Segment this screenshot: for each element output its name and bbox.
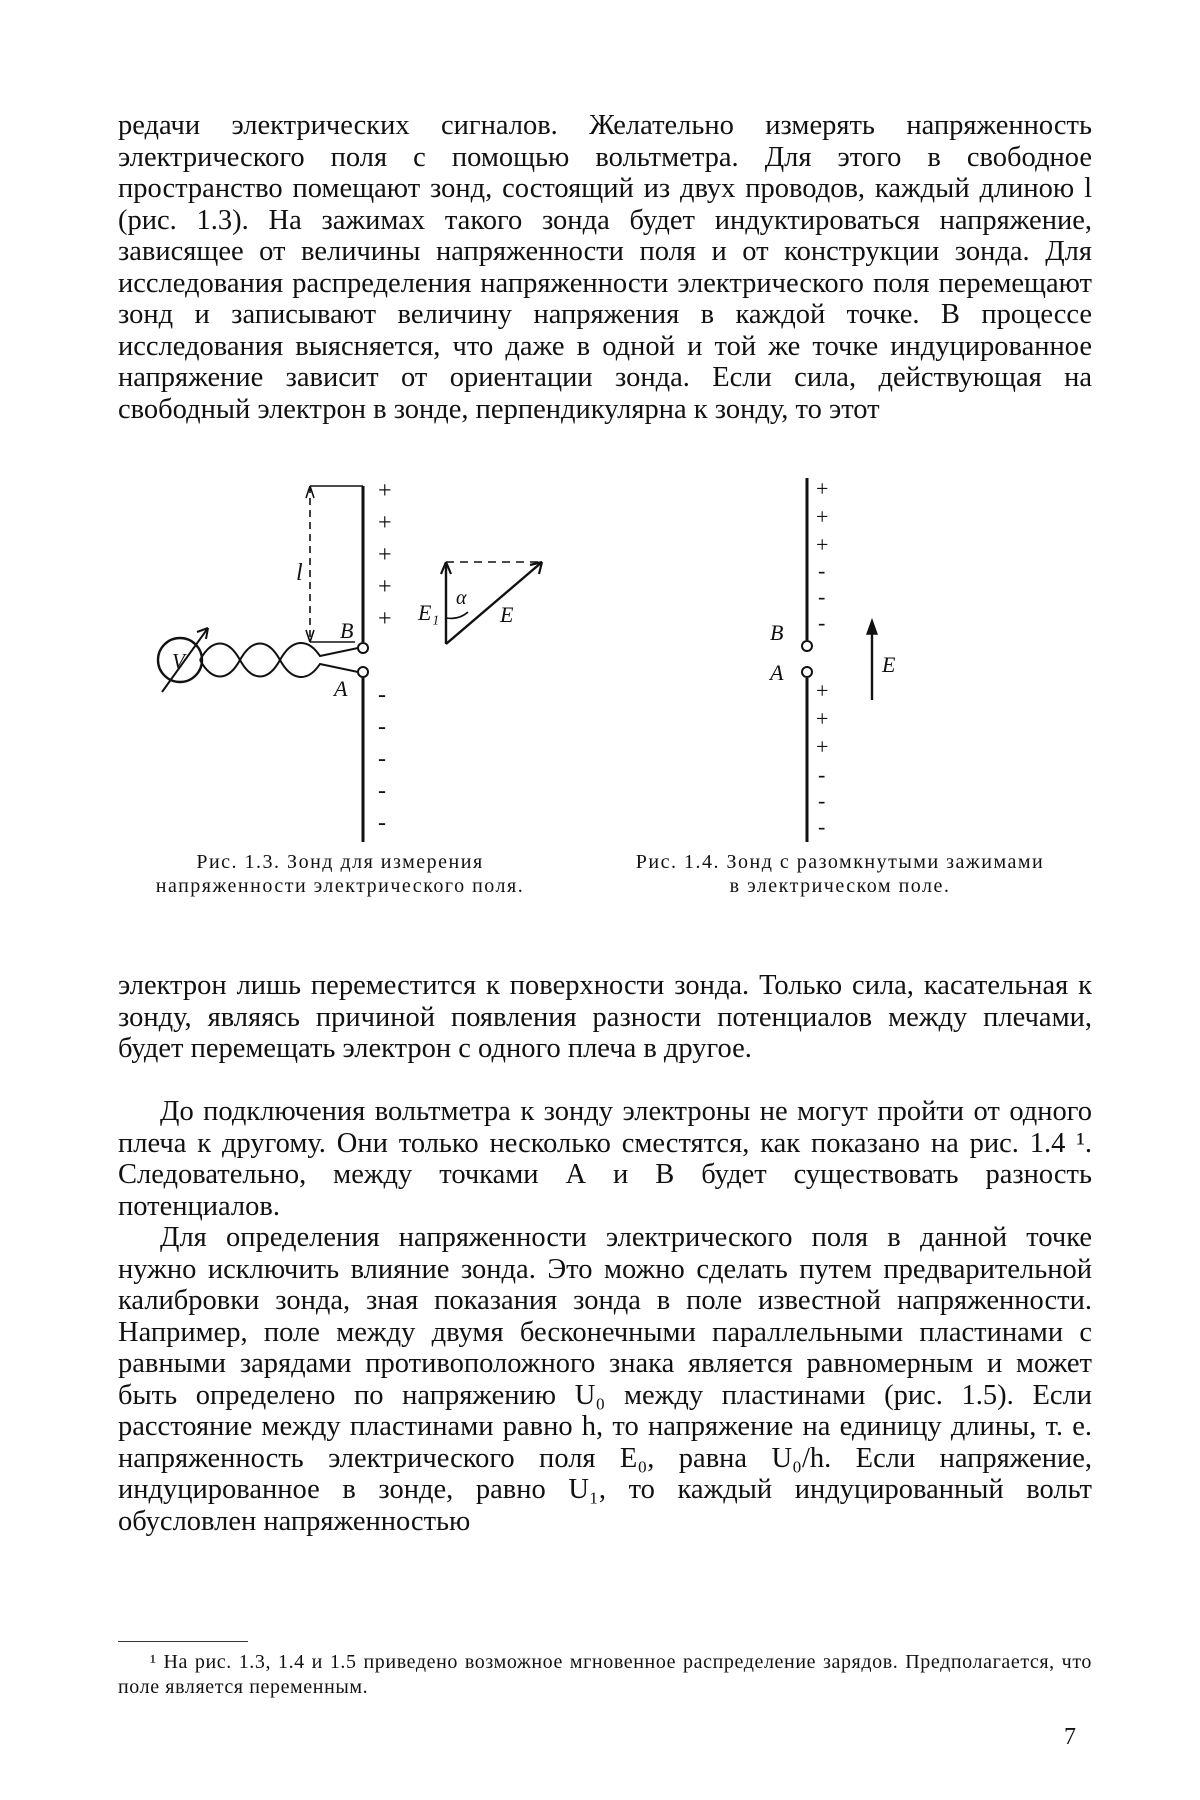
field-label: E [500,602,514,627]
charge-plus: + [816,532,829,557]
charge-minus: - [378,746,386,772]
paragraph-1: редачи электрических сигналов. Желательно измерять напряженность электрического поля с помощью вольтметра. Для этого в свободное пространство помещают зонд, состоящий из двух проводов, каждый длиною l (рис. 1.3). На зажимах такого зонда будет индуктироваться напряжение, зависящее от величины напряженности поля и от конструкции зонда. Для исследования распределения напряженности электрического поля перемещают зонд и записывают величину напряжения в каждой точке. В процессе исследования выясняется, что даже в одной и той же точке индуцированное напряжение зависит от ориентации зонда. Если сила, действующая на свободный электрон в зонде, перпендикулярна к зонду, то этот [118,110,1092,425]
footnote-divider [118,1641,248,1642]
charge-plus: + [378,606,392,632]
figure-1-3 [150,470,590,842]
charge-plus: + [378,510,392,536]
charge-plus: + [378,478,392,504]
length-label: l [296,560,303,586]
terminal-b [802,641,812,651]
charge-minus: - [818,762,826,787]
figure-1-4 [740,470,920,842]
point-b-label: B [770,620,784,645]
terminal-a [802,667,812,677]
charge-plus: + [816,734,829,759]
charge-plus: + [378,542,392,568]
footnote: ¹ На рис. 1.3, 1.4 и 1.5 приведено возможное мгновенное распределение зарядов. Предполагается, что поле является переменным. [118,1651,1092,1698]
terminal-b [358,643,368,653]
charge-minus: - [378,714,386,740]
page-number: 7 [1064,1724,1076,1750]
charge-plus: + [378,574,392,600]
charge-minus: - [818,558,826,583]
paragraph-3: До подключения вольтметра к зонду электроны не могут пройти от одного плеча к другому. Они только несколько сместятся, как показано на рис. 1.4 ¹. Следовательно, между точками А и В будет существовать разность потенциалов. [118,1096,1092,1222]
charge-minus: - [818,788,826,813]
charge-plus: + [816,476,829,501]
field-label: E [882,652,896,677]
terminal-a [358,667,368,677]
point-b-label: B [340,618,354,643]
paragraph-2: электрон лишь переместится к поверхности зонда. Только сила, касательная к зонду, являясь причиной появления разности потенциалов между плечами, будет перемещать электрон с одного плеча в другое. [118,970,1092,1064]
charge-minus: - [378,682,386,708]
paragraph-4: Для определения напряженности электрического поля в данной точке нужно исключить влияние зонда. Это можно сделать путем предварительной калибровки зонда, зная показания зонда в поле известной напряженности. Например, поле между двумя бесконечными параллельными пластинами с равными зарядами противоположного знака является равномерным и может быть определено по напряжению U₀ между пластинами (рис. 1.5). Если расстояние между пластинами равно h, то напряжение на единицу длины, т. е. напряженность электрического поля E₀, равна U₀/h. Если напряжение, индуцированное в зонде, равно U₁, то каждый индуцированный вольт обусловлен напряженностью [118,1222,1092,1537]
figure-1-4-caption: Рис. 1.4. Зонд с разомкнутыми зажимами в электрическом поле. [635,851,1045,897]
charge-plus: + [816,504,829,529]
charge-minus: - [378,778,386,804]
charge-minus: - [818,610,826,635]
angle-label: α [456,587,467,609]
point-a-label: A [334,676,348,701]
voltmeter-label: V [172,649,185,673]
charge-minus: - [818,814,826,839]
charge-minus: - [378,810,386,836]
point-a-label: A [770,660,784,685]
charge-plus: + [816,678,829,703]
charge-plus: + [816,706,829,731]
charge-minus: - [818,584,826,609]
figure-1-3-caption: Рис. 1.3. Зонд для измерения напряженности электрического поля. [155,851,525,897]
field-component-label: E₁ [418,600,440,625]
